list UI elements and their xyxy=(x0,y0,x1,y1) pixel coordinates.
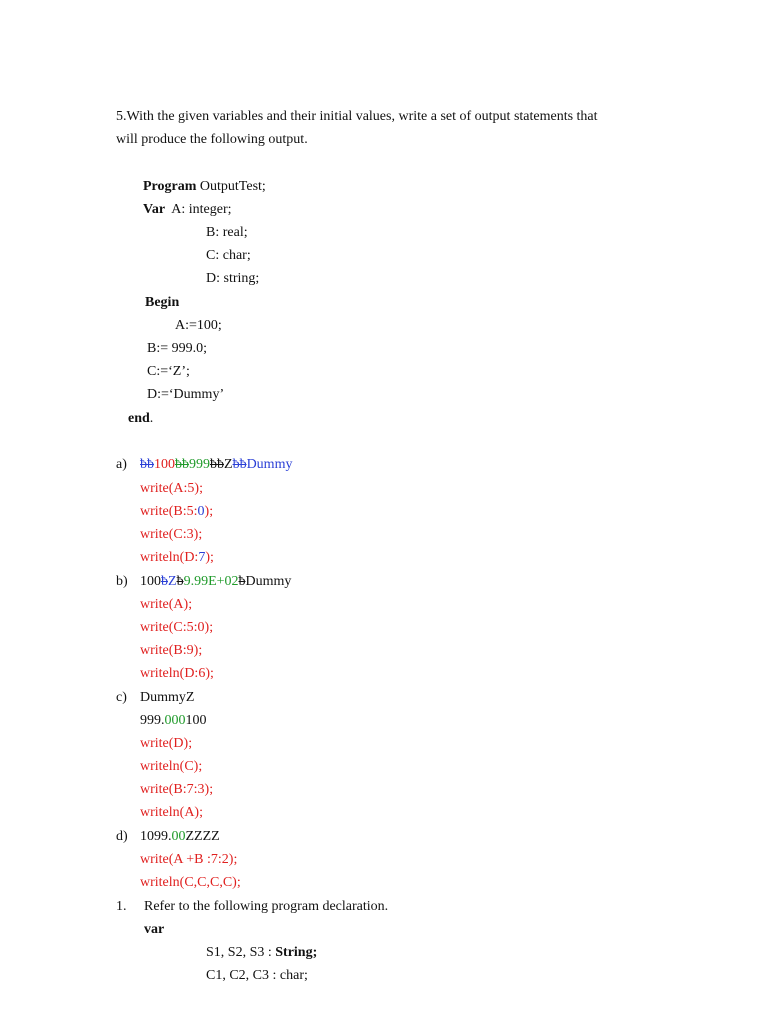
program-header xyxy=(143,178,266,196)
statement-text: ); xyxy=(205,550,214,565)
string-type: String; xyxy=(275,945,318,960)
part-d-output xyxy=(140,828,220,846)
part-b-output xyxy=(140,573,291,591)
part-c-statement-4: writeln(A); xyxy=(140,805,203,820)
part-b-statement-2: write(C:5:0); xyxy=(140,620,214,635)
part-d-statement-1: write(A +B :7:2); xyxy=(140,852,238,867)
decl-chars: C1, C2, C3 : char; xyxy=(206,968,308,983)
output-segment: 1099. xyxy=(140,829,172,844)
part-a-statement-2 xyxy=(140,503,213,521)
part-c-statement-2: writeln(C); xyxy=(140,759,203,774)
output-segment: Z xyxy=(168,574,177,589)
output-segment: Z xyxy=(224,457,233,472)
blank-glyph: ƀ xyxy=(161,574,168,589)
blank-glyph: ƀƀ xyxy=(175,457,189,472)
part-c-output-1: DummyZ xyxy=(140,690,195,705)
var-keyword: Var xyxy=(143,202,166,217)
end-line xyxy=(128,410,153,428)
output-segment: 999 xyxy=(189,457,210,472)
blank-glyph: ƀƀ xyxy=(210,457,224,472)
assign-a: A:=100; xyxy=(175,318,222,333)
program-name: OutputTest; xyxy=(196,179,266,194)
program-keyword: Program xyxy=(143,179,197,194)
part-a-label: a) xyxy=(116,457,127,472)
part-c-output-2 xyxy=(140,712,207,730)
part-a-output xyxy=(140,456,292,474)
part-a-statement-1: write(A:5); xyxy=(140,481,203,496)
output-segment: 100 xyxy=(154,457,175,472)
decl-b: B: real; xyxy=(206,225,248,240)
decl-strings xyxy=(206,944,317,962)
output-segment: 100 xyxy=(140,574,161,589)
output-segment: ZZZZ xyxy=(185,829,220,844)
var-decl-a xyxy=(143,201,232,219)
output-segment: Dummy xyxy=(246,457,293,472)
output-segment: 9.99E+02 xyxy=(183,574,239,589)
output-segment: 00 xyxy=(171,829,186,844)
end-keyword: end xyxy=(128,411,150,426)
decl-c: C: char; xyxy=(206,248,251,263)
blank-glyph: ƀƀ xyxy=(140,457,154,472)
question-1-text: Refer to the following program declaration. xyxy=(144,899,389,914)
assign-c: C:=‘Z’; xyxy=(147,364,190,379)
begin-keyword: Begin xyxy=(145,295,180,310)
decl-d: D: string; xyxy=(206,271,260,286)
end-dot: . xyxy=(149,411,154,426)
question-5-line-1: 5.With the given variables and their initial values, write a set of output statements that xyxy=(116,109,598,124)
part-c-statement-1: write(D); xyxy=(140,736,193,751)
question-5-line-2: will produce the following output. xyxy=(116,132,308,147)
statement-text: ); xyxy=(204,504,214,519)
assign-b: B:= 999.0; xyxy=(147,341,208,356)
statement-text: write(B:5: xyxy=(140,504,198,519)
question-1-number: 1. xyxy=(116,899,127,914)
part-b-statement-4: writeln(D:6); xyxy=(140,666,214,681)
statement-number: 0 xyxy=(197,504,205,519)
assign-d: D:=‘Dummy’ xyxy=(147,387,225,402)
part-b-statement-3: write(B:9); xyxy=(140,643,203,658)
part-b-label: b) xyxy=(116,574,128,589)
part-a-statement-4 xyxy=(140,549,214,567)
blank-glyph: ƀ xyxy=(238,574,246,589)
part-c-statement-3: write(B:7:3); xyxy=(140,782,214,797)
decl-string-vars: S1, S2, S3 : xyxy=(206,945,276,960)
output-segment: 000 xyxy=(164,713,186,728)
part-b-statement-1: write(A); xyxy=(140,597,193,612)
statement-text: writeln(D: xyxy=(140,550,199,565)
var-keyword-2: var xyxy=(144,922,165,937)
blank-glyph: ƀ xyxy=(176,574,184,589)
output-segment: Dummy xyxy=(245,574,292,589)
output-segment: 999. xyxy=(140,713,165,728)
part-d-label: d) xyxy=(116,829,128,844)
statement-number: 7 xyxy=(198,550,206,565)
part-d-statement-2: writeln(C,C,C,C); xyxy=(140,875,241,890)
part-c-label: c) xyxy=(116,690,127,705)
blank-glyph: ƀƀ xyxy=(232,457,247,472)
output-segment: 100 xyxy=(185,713,207,728)
part-a-statement-3: write(C:3); xyxy=(140,527,203,542)
decl-a: A: integer; xyxy=(165,202,232,217)
